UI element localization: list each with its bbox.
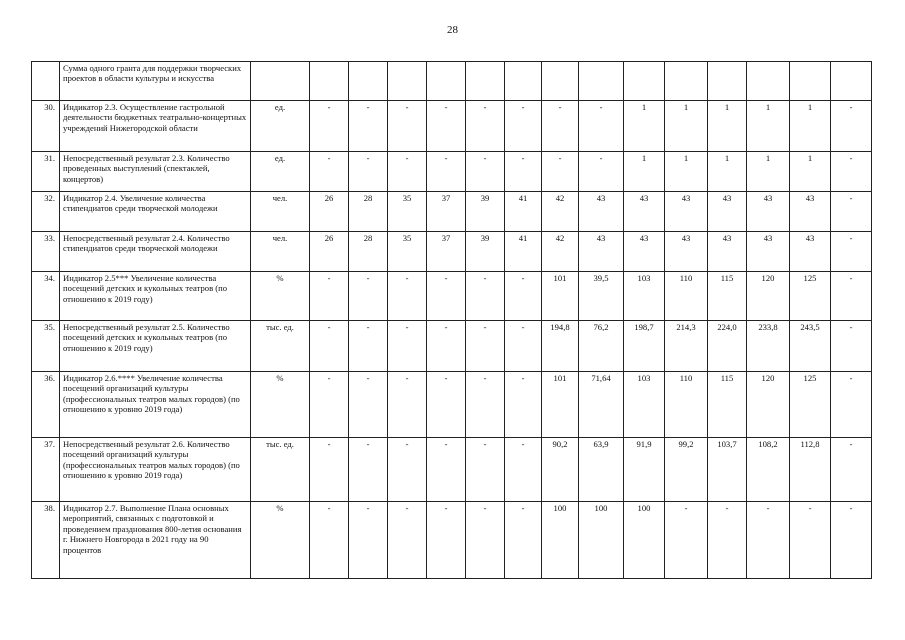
value-cell: 43: [708, 232, 747, 272]
value-cell: -: [349, 152, 388, 192]
value-cell: 91,9: [624, 438, 665, 502]
unit: ед.: [251, 101, 310, 152]
value-cell: 39: [466, 192, 505, 232]
value-cell: 43: [790, 192, 831, 232]
indicator-name: Индикатор 2.3. Осуществление гастрольной деятельности бюджетных театрально-концертных учреждений Нижегородской области: [60, 101, 251, 152]
value-cell: -: [388, 101, 427, 152]
value-cell: -: [831, 152, 872, 192]
value-cell: [831, 62, 872, 101]
indicator-name: Непосредственный результат 2.5. Количество посещений детских и кукольных театров (по отношению к 2019 году): [60, 321, 251, 372]
value-cell: -: [505, 101, 542, 152]
value-cell: -: [831, 502, 872, 579]
value-cell: 42: [542, 232, 579, 272]
value-cell: 1: [665, 101, 708, 152]
value-cell: -: [349, 321, 388, 372]
value-cell: -: [349, 502, 388, 579]
indicator-name: Индикатор 2.4. Увеличение количества стипендиатов среди творческой молодежи: [60, 192, 251, 232]
value-cell: -: [505, 438, 542, 502]
row-number: 37.: [32, 438, 60, 502]
value-cell: 42: [542, 192, 579, 232]
row-number: 30.: [32, 101, 60, 152]
value-cell: 103,7: [708, 438, 747, 502]
value-cell: 76,2: [579, 321, 624, 372]
value-cell: 41: [505, 232, 542, 272]
value-cell: -: [310, 101, 349, 152]
value-cell: 224,0: [708, 321, 747, 372]
value-cell: 214,3: [665, 321, 708, 372]
indicator-name: Непосредственный результат 2.3. Количество проведенных выступлений (спектаклей, концертов): [60, 152, 251, 192]
value-cell: -: [466, 321, 505, 372]
value-cell: -: [388, 272, 427, 321]
value-cell: 35: [388, 192, 427, 232]
value-cell: 1: [708, 101, 747, 152]
value-cell: -: [466, 272, 505, 321]
value-cell: -: [505, 372, 542, 438]
table-row: [32, 272, 872, 321]
value-cell: 43: [579, 192, 624, 232]
value-cell: -: [466, 502, 505, 579]
value-cell: 37: [427, 232, 466, 272]
value-cell: 233,8: [747, 321, 790, 372]
value-cell: 1: [624, 152, 665, 192]
value-cell: -: [831, 232, 872, 272]
value-cell: -: [310, 152, 349, 192]
value-cell: 26: [310, 192, 349, 232]
value-cell: [579, 62, 624, 101]
row-number: 38.: [32, 502, 60, 579]
indicator-name: Непосредственный результат 2.6. Количество посещений организаций культуры (профессиональных театров малых городов) (по отношению к уровню 2019 года): [60, 438, 251, 502]
value-cell: 194,8: [542, 321, 579, 372]
value-cell: 41: [505, 192, 542, 232]
row-number: 33.: [32, 232, 60, 272]
table-row: [32, 502, 872, 579]
row-number: [32, 62, 60, 101]
value-cell: -: [427, 321, 466, 372]
value-cell: 39,5: [579, 272, 624, 321]
table-row: [32, 232, 872, 272]
value-cell: 37: [427, 192, 466, 232]
value-cell: -: [310, 438, 349, 502]
value-cell: -: [310, 502, 349, 579]
unit: чел.: [251, 232, 310, 272]
value-cell: 1: [708, 152, 747, 192]
value-cell: -: [310, 272, 349, 321]
value-cell: -: [388, 321, 427, 372]
value-cell: 43: [708, 192, 747, 232]
value-cell: 112,8: [790, 438, 831, 502]
value-cell: 90,2: [542, 438, 579, 502]
value-cell: -: [665, 502, 708, 579]
value-cell: -: [310, 372, 349, 438]
value-cell: 243,5: [790, 321, 831, 372]
value-cell: -: [831, 272, 872, 321]
unit: [251, 62, 310, 101]
value-cell: -: [831, 192, 872, 232]
value-cell: 198,7: [624, 321, 665, 372]
value-cell: -: [388, 152, 427, 192]
value-cell: 103: [624, 372, 665, 438]
value-cell: 43: [747, 232, 790, 272]
indicators-table: [31, 61, 872, 579]
value-cell: -: [388, 372, 427, 438]
value-cell: 43: [665, 192, 708, 232]
value-cell: -: [427, 272, 466, 321]
value-cell: 28: [349, 192, 388, 232]
value-cell: -: [831, 372, 872, 438]
value-cell: 100: [624, 502, 665, 579]
row-number: 31.: [32, 152, 60, 192]
indicator-name: Индикатор 2.7. Выполнение Плана основных мероприятий, связанных с подготовкой и проведением празднования 800-летия основания г. Нижнего Новгорода в 2021 году на 90 процентов: [60, 502, 251, 579]
page-number: 28: [447, 24, 458, 36]
value-cell: -: [579, 101, 624, 152]
value-cell: 1: [790, 101, 831, 152]
value-cell: 43: [624, 232, 665, 272]
value-cell: 1: [624, 101, 665, 152]
value-cell: -: [831, 438, 872, 502]
value-cell: 120: [747, 372, 790, 438]
value-cell: -: [466, 372, 505, 438]
value-cell: -: [466, 438, 505, 502]
value-cell: 43: [579, 232, 624, 272]
table-row: [32, 372, 872, 438]
value-cell: [388, 62, 427, 101]
value-cell: 101: [542, 372, 579, 438]
value-cell: 110: [665, 272, 708, 321]
row-number: 32.: [32, 192, 60, 232]
value-cell: -: [505, 502, 542, 579]
value-cell: 100: [542, 502, 579, 579]
value-cell: 103: [624, 272, 665, 321]
value-cell: -: [349, 272, 388, 321]
value-cell: -: [505, 321, 542, 372]
unit: тыс. ед.: [251, 438, 310, 502]
value-cell: -: [427, 152, 466, 192]
value-cell: 71,64: [579, 372, 624, 438]
value-cell: 110: [665, 372, 708, 438]
value-cell: [427, 62, 466, 101]
value-cell: [310, 62, 349, 101]
value-cell: -: [708, 502, 747, 579]
unit: %: [251, 272, 310, 321]
value-cell: 99,2: [665, 438, 708, 502]
value-cell: 1: [747, 101, 790, 152]
unit: %: [251, 372, 310, 438]
value-cell: 115: [708, 272, 747, 321]
value-cell: -: [542, 152, 579, 192]
indicator-name: Индикатор 2.6.**** Увеличение количества посещений организаций культуры (профессиональных театров малых городов) (по отношению к уровню 2019 года): [60, 372, 251, 438]
unit: чел.: [251, 192, 310, 232]
value-cell: 1: [790, 152, 831, 192]
value-cell: -: [505, 272, 542, 321]
table-row: [32, 101, 872, 152]
value-cell: 100: [579, 502, 624, 579]
unit: %: [251, 502, 310, 579]
value-cell: -: [349, 372, 388, 438]
indicator-name: Сумма одного гранта для поддержки творческих проектов в области культуры и искусства: [60, 62, 251, 101]
value-cell: 26: [310, 232, 349, 272]
value-cell: -: [542, 101, 579, 152]
table-row: [32, 192, 872, 232]
value-cell: -: [388, 438, 427, 502]
value-cell: 1: [665, 152, 708, 192]
value-cell: -: [349, 101, 388, 152]
value-cell: 125: [790, 372, 831, 438]
indicator-name: Непосредственный результат 2.4. Количество стипендиатов среди творческой молодежи: [60, 232, 251, 272]
value-cell: -: [466, 101, 505, 152]
value-cell: [790, 62, 831, 101]
value-cell: -: [579, 152, 624, 192]
value-cell: 28: [349, 232, 388, 272]
value-cell: -: [427, 372, 466, 438]
value-cell: -: [747, 502, 790, 579]
table-row: [32, 62, 872, 101]
value-cell: -: [427, 101, 466, 152]
value-cell: 101: [542, 272, 579, 321]
value-cell: 1: [747, 152, 790, 192]
table-row: [32, 321, 872, 372]
value-cell: [747, 62, 790, 101]
value-cell: 43: [665, 232, 708, 272]
table-row: [32, 152, 872, 192]
value-cell: 43: [790, 232, 831, 272]
value-cell: -: [831, 321, 872, 372]
value-cell: 35: [388, 232, 427, 272]
value-cell: -: [466, 152, 505, 192]
value-cell: -: [505, 152, 542, 192]
value-cell: -: [310, 321, 349, 372]
table-row: [32, 438, 872, 502]
value-cell: [349, 62, 388, 101]
value-cell: 39: [466, 232, 505, 272]
value-cell: -: [349, 438, 388, 502]
value-cell: 108,2: [747, 438, 790, 502]
unit: ед.: [251, 152, 310, 192]
value-cell: 43: [624, 192, 665, 232]
value-cell: 115: [708, 372, 747, 438]
value-cell: 63,9: [579, 438, 624, 502]
value-cell: 125: [790, 272, 831, 321]
value-cell: -: [831, 101, 872, 152]
value-cell: [665, 62, 708, 101]
value-cell: [466, 62, 505, 101]
row-number: 36.: [32, 372, 60, 438]
value-cell: [542, 62, 579, 101]
row-number: 35.: [32, 321, 60, 372]
value-cell: [708, 62, 747, 101]
value-cell: 120: [747, 272, 790, 321]
row-number: 34.: [32, 272, 60, 321]
value-cell: [505, 62, 542, 101]
value-cell: -: [427, 502, 466, 579]
value-cell: -: [790, 502, 831, 579]
indicator-name: Индикатор 2.5*** Увеличение количества посещений детских и кукольных театров (по отношению к 2019 году): [60, 272, 251, 321]
value-cell: [624, 62, 665, 101]
value-cell: 43: [747, 192, 790, 232]
value-cell: -: [388, 502, 427, 579]
unit: тыс. ед.: [251, 321, 310, 372]
value-cell: -: [427, 438, 466, 502]
